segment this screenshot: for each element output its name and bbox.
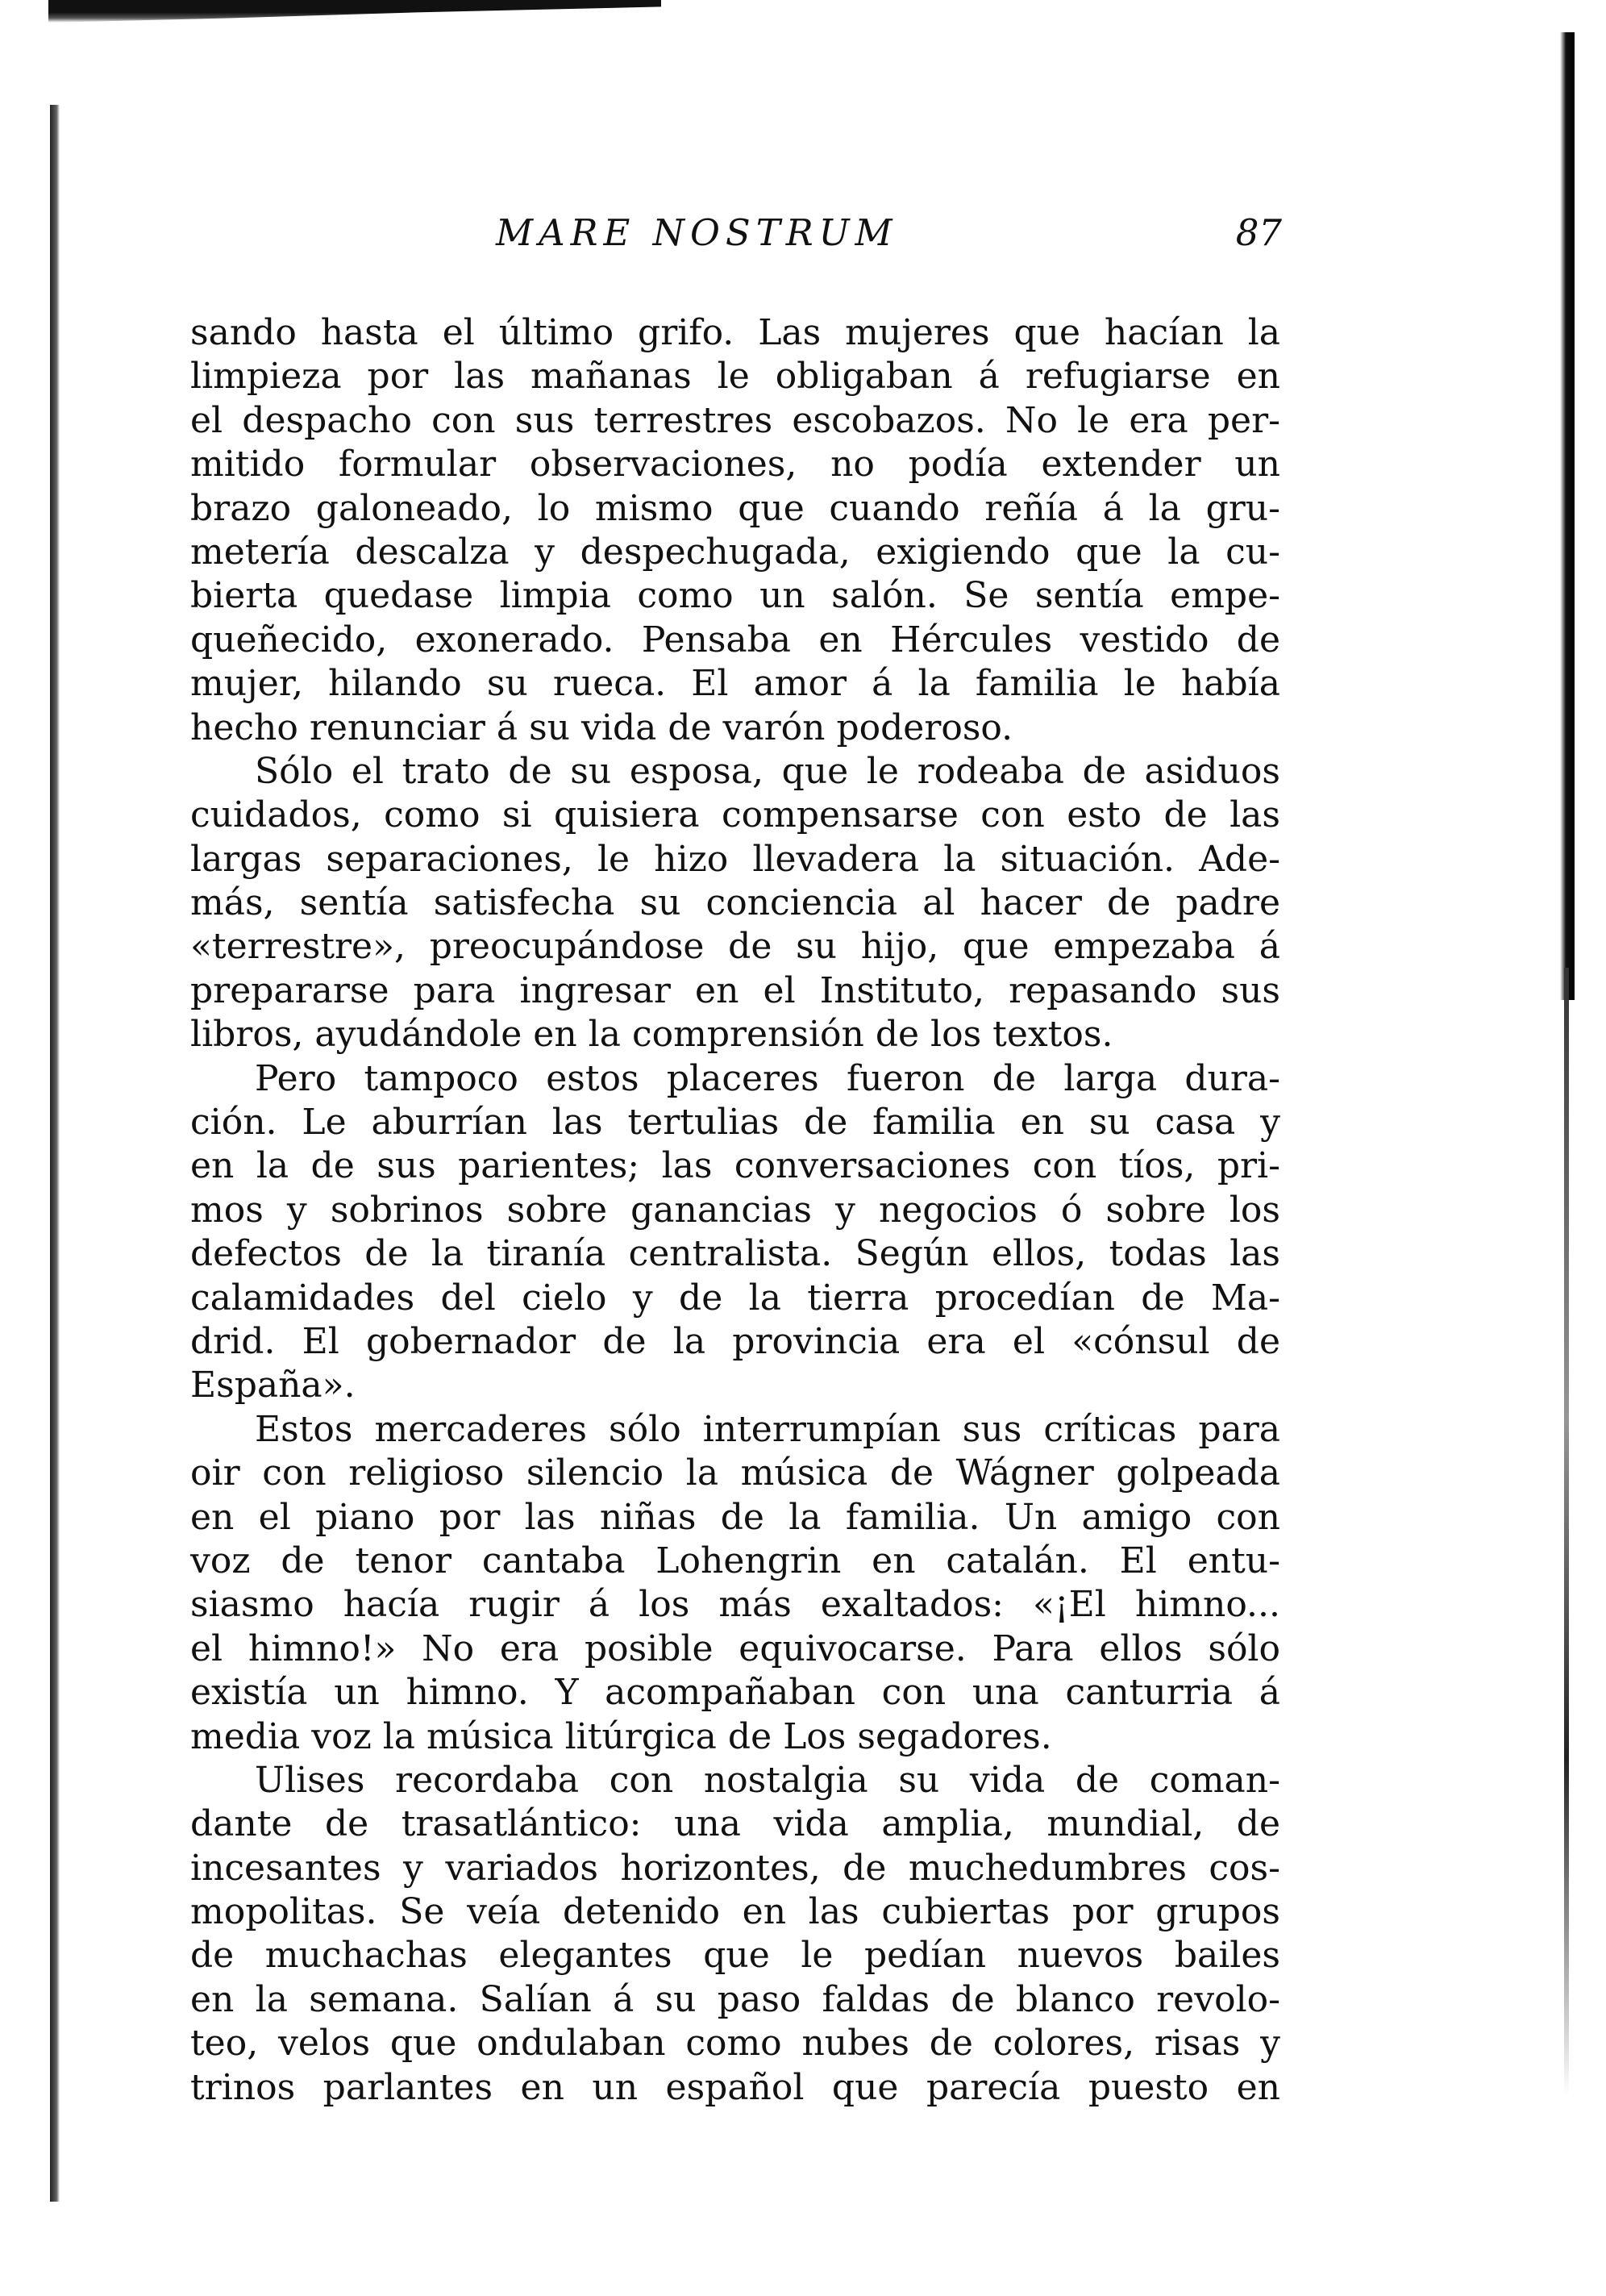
text-line: trinos parlantes en un español que parecía puesto en (190, 2066, 1280, 2108)
text-line: en el piano por las niñas de la familia. Un amigo con (190, 1496, 1280, 1538)
scan-edge-right (1560, 32, 1575, 1000)
text-line: mos y sobrinos sobre ganancias y negocios ó sobre los (190, 1189, 1280, 1231)
text-line: largas separaciones, le hizo llevadera la situación. Ade- (190, 838, 1280, 880)
text-line: teo, velos que ondulaban como nubes de colores, risas y (190, 2023, 1280, 2065)
scan-edge-right-lower (1564, 968, 1569, 2097)
text-line: voz de tenor cantaba Lohengrin en catalán. El entu- (190, 1540, 1280, 1581)
text-line: media voz la música litúrgica de Los segadores. (190, 1715, 1052, 1757)
text-line: Estos mercaderes sólo interrumpían sus críticas para (255, 1408, 1280, 1450)
text-line: España». (190, 1365, 356, 1406)
running-title: MARE NOSTRUM (496, 211, 898, 254)
text-line: de muchachas elegantes que le pedían nuevos bailes (190, 1935, 1280, 1977)
text-line: «terrestre», preocupándose de su hijo, que empezaba á (190, 926, 1280, 968)
text-line: Ulises recordaba con nostalgia su vida de coman- (255, 1759, 1280, 1801)
text-line: Sólo el trato de su esposa, que le rodeaba de asiduos (255, 750, 1280, 792)
text-line: limpieza por las mañanas le obligaban á refugiarse en (190, 356, 1280, 398)
text-line: existía un himno. Y acompañaban con una canturria á (190, 1672, 1280, 1714)
page-header (185, 211, 1282, 268)
text-line: en la semana. Salían á su paso faldas de blanco revolo- (190, 1978, 1280, 2020)
text-line: en la de sus parientes; las conversaciones con tíos, pri- (190, 1145, 1280, 1187)
text-line: dante de trasatlántico: una vida amplia, mundial, de (190, 1803, 1280, 1845)
text-line: hecho renunciar á su vida de varón poderoso. (190, 706, 1013, 748)
text-line: metería descalza y despechugada, exigiendo que la cu- (190, 531, 1280, 573)
body-text (190, 311, 1280, 2110)
text-line: más, sentía satisfecha su conciencia al hacer de padre (190, 882, 1280, 924)
text-line: queñecido, exonerado. Pensaba en Hércules vestido de (190, 619, 1280, 660)
text-line: mujer, hilando su rueca. El amor á la familia le había (190, 663, 1280, 705)
text-line: mitido formular observaciones, no podía extender un (190, 444, 1280, 485)
text-line: siasmo hacía rugir á los más exaltados: «¡El himno... (190, 1584, 1280, 1626)
text-line: calamidades del cielo y de la tierra procedían de Ma- (190, 1277, 1280, 1319)
text-line: mopolitas. Se veía detenido en las cubiertas por grupos (190, 1891, 1280, 1933)
text-line: cuidados, como si quisiera compensarse con esto de las (190, 794, 1280, 836)
scan-edge-left (50, 105, 60, 2202)
scan-edge-top (48, 0, 661, 23)
text-line: defectos de la tiranía centralista. Según ellos, todas las (190, 1233, 1280, 1275)
text-line: drid. El gobernador de la provincia era el «cónsul de (190, 1320, 1280, 1362)
text-line: brazo galoneado, lo mismo que cuando reñía á la gru- (190, 487, 1280, 529)
text-line: el despacho con sus terrestres escobazos. No le era per- (190, 399, 1280, 441)
text-line: Pero tampoco estos placeres fueron de larga dura- (255, 1057, 1280, 1099)
text-line: prepararse para ingresar en el Instituto, repasando sus (190, 969, 1280, 1011)
text-line: sando hasta el último grifo. Las mujeres que hacían la (190, 312, 1280, 353)
text-line: libros, ayudándole en la comprensión de los textos. (190, 1014, 1113, 1056)
text-line: oir con religioso silencio la música de Wágner golpeada (190, 1452, 1280, 1494)
text-line: ción. Le aburrían las tertulias de familia en su casa y (190, 1102, 1280, 1144)
text-line: bierta quedase limpia como un salón. Se sentía empe- (190, 575, 1280, 617)
page-number: 87 (1235, 211, 1282, 254)
text-line: el himno!» No era posible equivocarse. Para ellos sólo (190, 1627, 1280, 1669)
text-line: incesantes y variados horizontes, de muchedumbres cos- (190, 1847, 1280, 1889)
